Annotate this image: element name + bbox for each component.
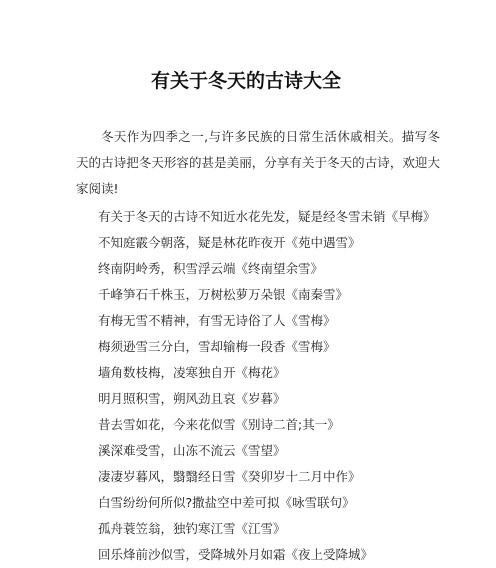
poem-line: 有关于冬天的古诗不知近水花先发，疑是经冬雪未销《早梅》 <box>98 209 436 224</box>
poem-line: 终南阴岭秀，积雪浮云端《终南望余雪》 <box>98 261 324 276</box>
poem-line: 孤舟蓑笠翁，独钓寒江雪《江雪》 <box>98 521 286 536</box>
poem-line: 千峰笋石千株玉，万树松萝万朵银《南秦雪》 <box>98 287 349 302</box>
article-title: 有关于冬天的古诗大全 <box>150 70 341 92</box>
poem-line: 白雪纷纷何所似?撒盐空中差可拟《咏雪联句》 <box>98 495 355 510</box>
poem-line: 昔去雪如花，今来花似雪《别诗二首;其一》 <box>98 417 340 432</box>
poem-line: 回乐烽前沙似雪，受降城外月如霜《夜上受降城》 <box>98 547 374 562</box>
poem-line: 梅须逊雪三分白，雪却输梅一段香《雪梅》 <box>98 339 336 354</box>
poem-line: 不知庭霰今朝落，疑是林花昨夜开《苑中遇雪》 <box>98 235 361 250</box>
poem-line: 溪深难受雪，山冻不流云《雪望》 <box>98 443 286 458</box>
poem-list <box>76 204 440 568</box>
poem-line: 有梅无雪不精神，有雪无诗俗了人《雪梅》 <box>98 313 336 328</box>
poem-line: 凄凄岁暮风，翳翳经日雪《癸卯岁十二月中作》 <box>98 469 361 484</box>
poem-line: 墙角数枝梅，凌寒独自开《梅花》 <box>98 365 286 380</box>
article-intro: 冬天作为四季之一,与许多民族的日常生活休戚相关。描写冬天的古诗把冬天形容的甚是美丽，分享有关于冬天的古诗，欢迎大家阅读! <box>76 129 440 196</box>
poem-line: 明月照积雪，朔风劲且哀《岁暮》 <box>98 391 286 406</box>
